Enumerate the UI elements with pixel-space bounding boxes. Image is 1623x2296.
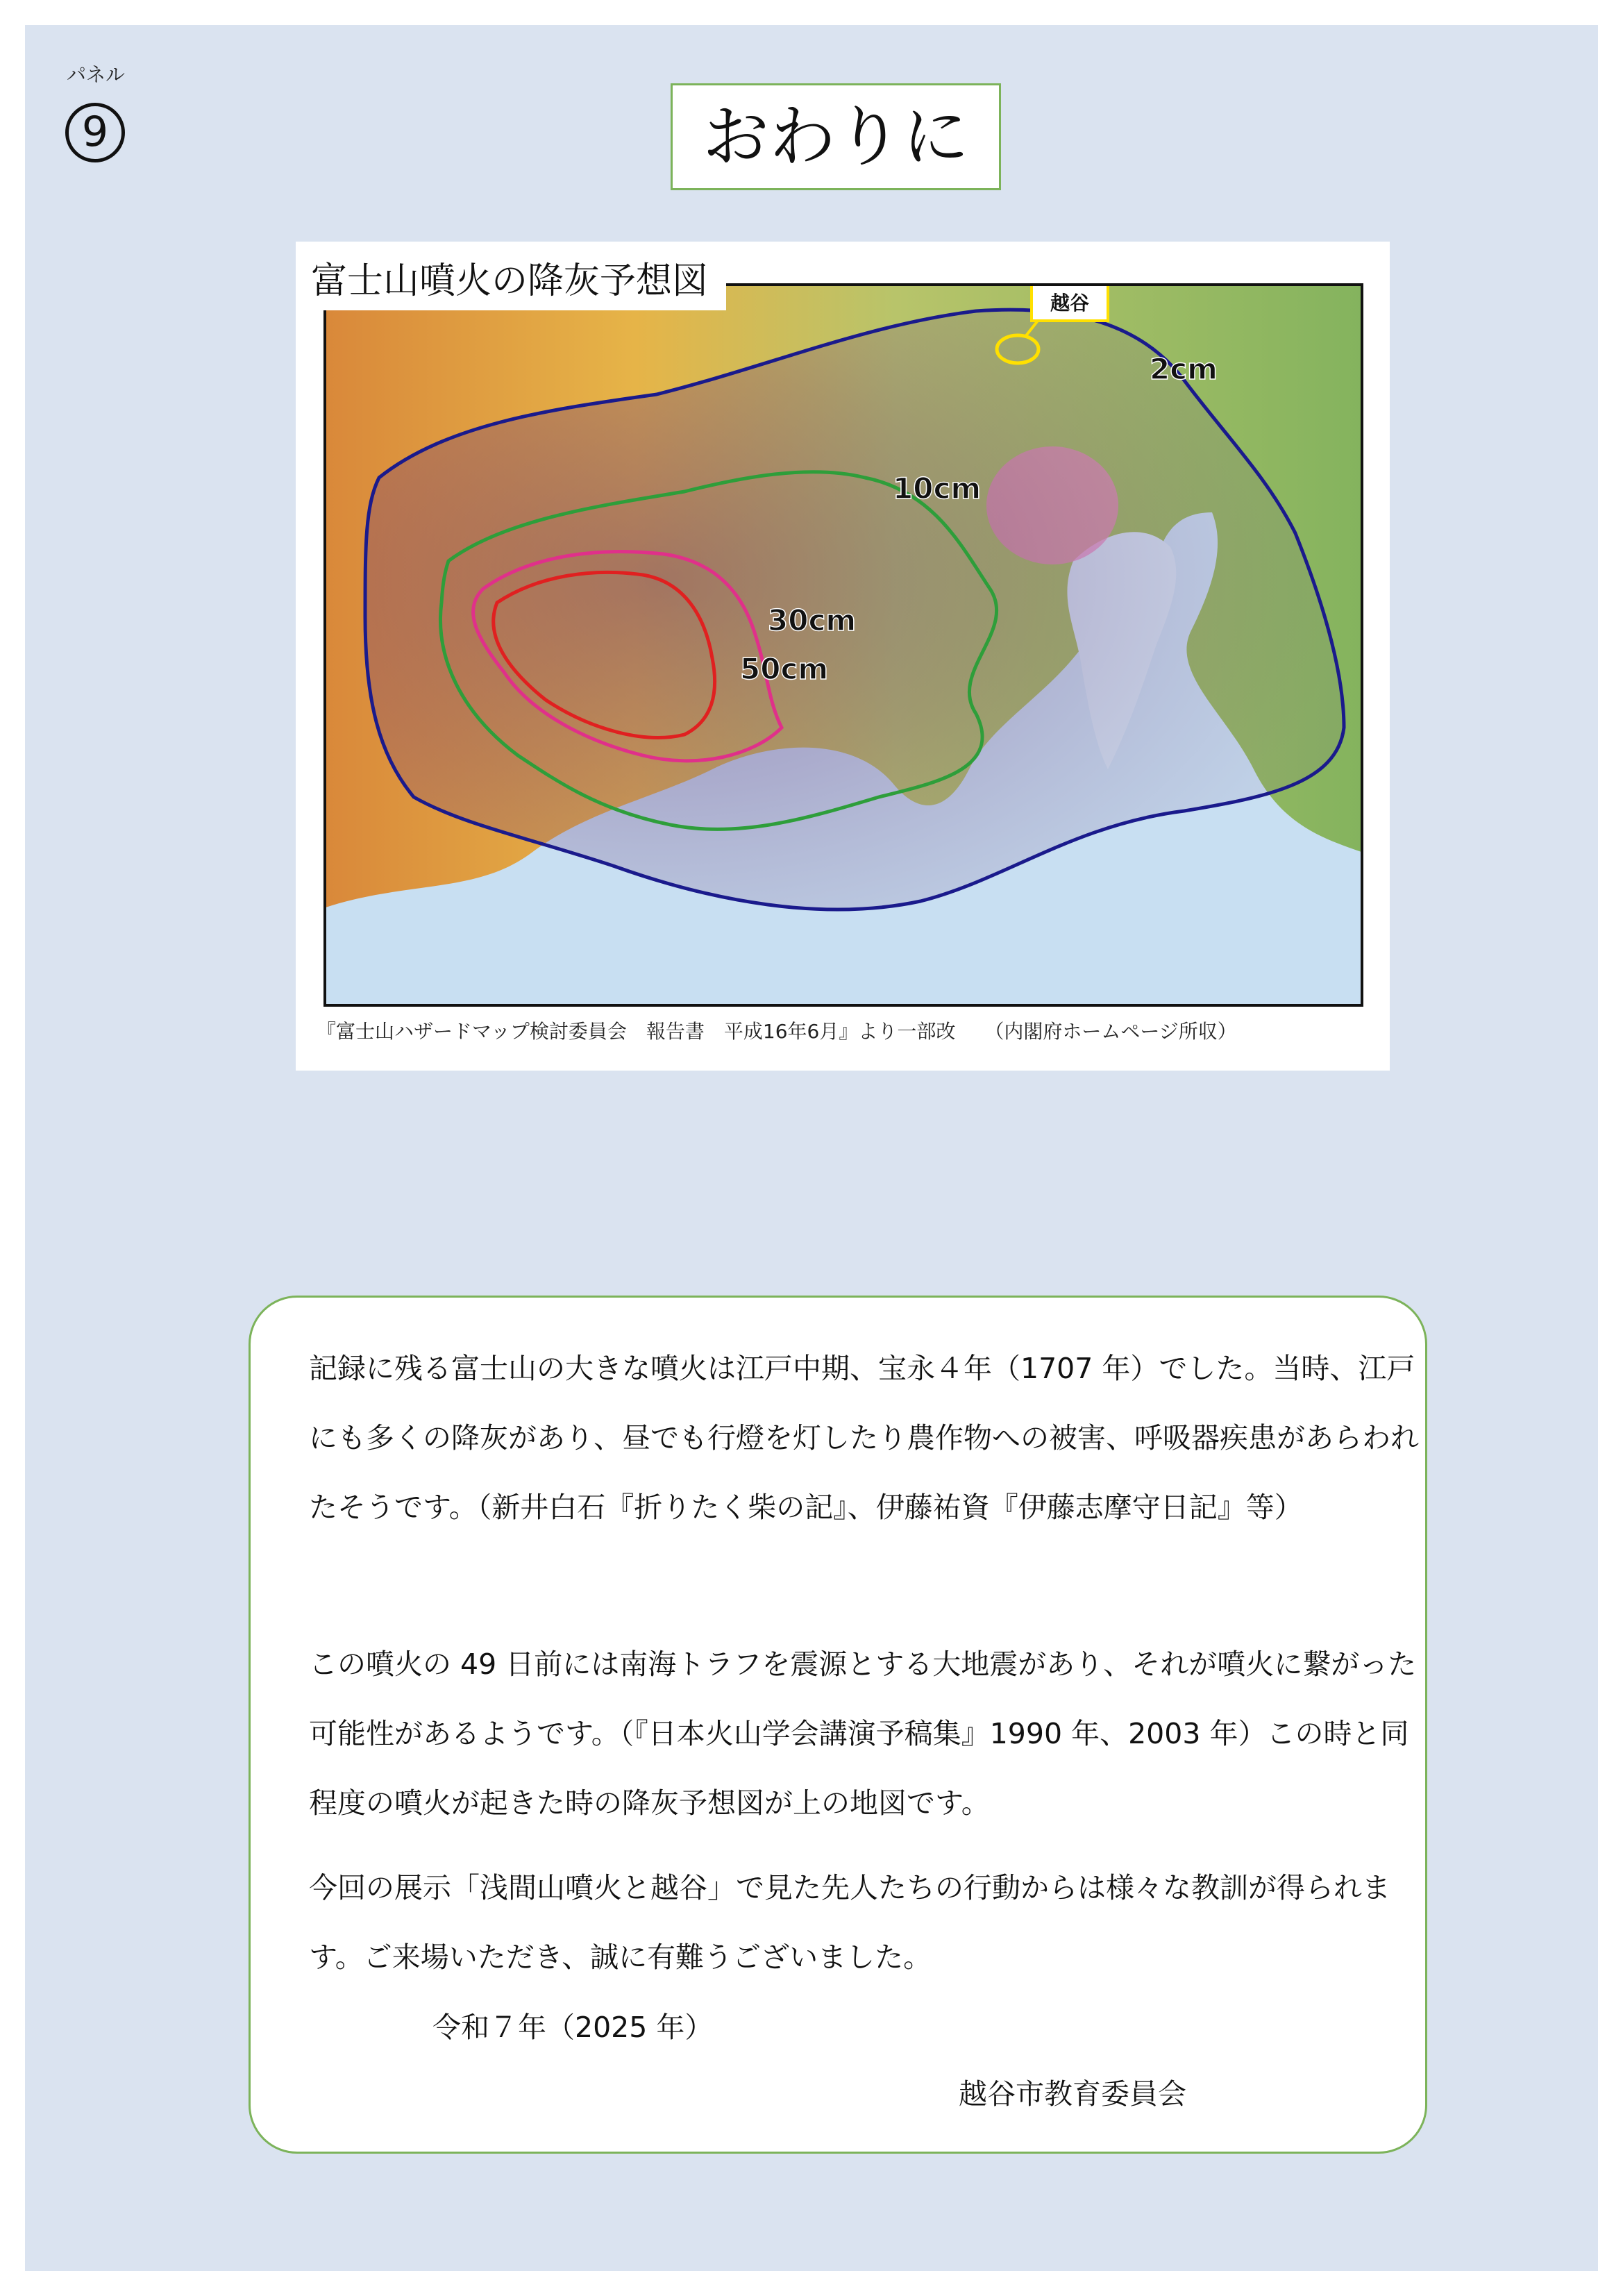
map-source-caption: 『富士山ハザードマップ検討委員会 報告書 平成16年6月』より一部改 （内閣府ホームページ所収） <box>317 1020 1237 1043</box>
ashfall-map <box>323 283 1363 1007</box>
panel-label: パネル <box>67 63 126 86</box>
paragraph-hoei-eruption: 記録に残る富士山の大きな噴火は江戸中期、宝永４年（1707 年）でした。当時、江戸にも多くの降灰があり、昼でも行燈を灯したり農作物への被害、呼吸器疾患があらわれたそうです。（新井白石『折りたく柴の記』、伊藤祐資『伊藤志摩守日記』等） <box>309 1352 1419 1524</box>
panel-number-badge: 9 <box>65 103 125 162</box>
closing-message-box <box>249 1296 1427 2154</box>
ashfall-map-figure <box>296 242 1390 1071</box>
signature: 越谷市教育委員会 <box>959 2077 1186 2111</box>
label-50cm: 50cm <box>740 652 829 686</box>
label-2cm: 2cm <box>1150 352 1218 386</box>
label-10cm: 10cm <box>893 471 982 505</box>
map-title: 富士山噴火の降灰予想図 <box>296 242 726 310</box>
panel-page <box>25 25 1598 2271</box>
page-title: おわりに <box>671 83 1001 190</box>
paragraph-exhibition-thanks: 今回の展示「浅間山噴火と越谷」で見た先人たちの行動からは様々な教訓が得られます。ご来場いただき、誠に有難うございました。 <box>309 1871 1390 1974</box>
paragraph-nankai-earthquake: この噴火の 49 日前には南海トラフを震源とする大地震があり、それが噴火に繋がった可能性があるようです。（『日本火山学会講演予稿集』1990 年、2003 年）この時と同程度の噴火が起きた時の降灰予想図が上の地図です。 <box>309 1648 1417 1820</box>
label-30cm: 30cm <box>768 603 857 637</box>
koshigaya-label: 越谷 <box>1050 292 1090 315</box>
date-line: 令和７年（2025 年） <box>432 2011 714 2044</box>
